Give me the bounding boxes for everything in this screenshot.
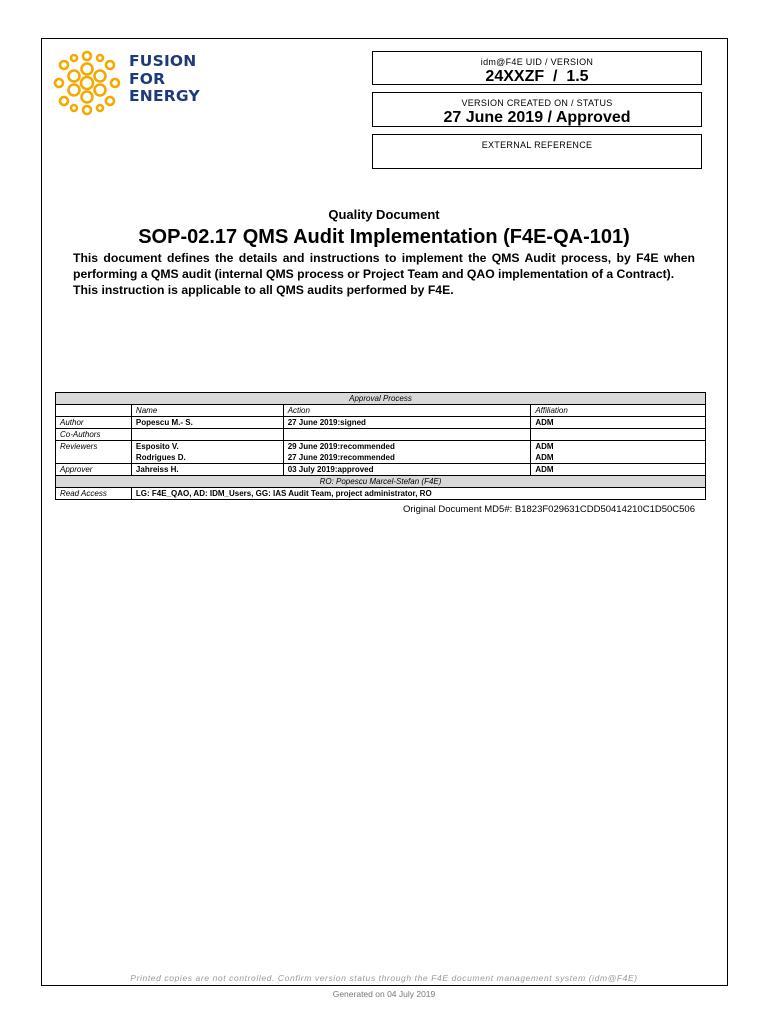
reviewer-action: 27 June 2019:recommended [283,452,531,464]
table-row [56,441,706,453]
generated-date: Generated on 04 July 2019 [332,989,436,999]
approver-affiliation: ADM [531,464,706,476]
reviewer-affiliation: ADM [531,441,706,453]
uncontrolled-copy-notice: Printed copies are not controlled. Confirm version status through the F4E document management system (idm@F4E) [130,973,638,983]
responsible-officer-row [56,476,706,488]
table-row [56,464,706,476]
column-header-affiliation: Affiliation [531,405,706,417]
version-status-label: VERSION CREATED ON / STATUS [461,98,613,108]
column-header-action: Action [283,405,531,417]
version-status-value: 27 June 2019 / Approved [443,109,631,126]
document-abstract [73,250,695,298]
uid-version-label: idm@F4E UID / VERSION [480,57,594,67]
reviewer-affiliation: ADM [531,452,706,464]
role-approver: Approver [56,464,132,476]
external-reference-label: EXTERNAL REFERENCE [481,140,593,150]
responsible-officer: RO: Popescu Marcel-Stefan (F4E) [56,476,706,488]
read-access-value: LG: F4E_QAO, AD: IDM_Users, GG: IAS Audit Team, project administrator, RO [131,488,705,500]
approver-name: Jahreiss H. [131,464,283,476]
read-access-row [56,488,706,500]
logo-line-for: FOR [129,69,166,88]
table-row [56,417,706,429]
fusion-for-energy-logo [52,50,202,112]
abstract-paragraph: This document defines the details and instructions to implement the QMS Audit process, by F4E when performing a QMS audit (internal QMS process or Project Team and QAO implementation of a Contract). [73,251,695,281]
author-action: 27 June 2019:signed [283,417,531,429]
approver-action: 03 July 2019:approved [283,464,531,476]
version-status-box [372,92,702,127]
logo-wordmark [129,53,200,106]
reviewer-name: Esposito V. [131,441,283,453]
abstract-applicability: This instruction is applicable to all QMS audits performed by F4E. [73,283,454,297]
sunflower-logo-icon [52,50,122,116]
role-author: Author [56,417,132,429]
external-reference-box [372,134,702,169]
document-title: SOP-02.17 QMS Audit Implementation (F4E-QA-101) [138,226,630,248]
original-document-md5: Original Document MD5#: B1823F029631CDD50414210C1D50C506 [402,504,695,515]
table-row [56,452,706,464]
approval-column-header-row [56,405,706,417]
reviewer-action: 29 June 2019:recommended [283,441,531,453]
approval-table [55,392,706,500]
reviewer-name: Rodrigues D. [131,452,283,464]
role-reviewers: Reviewers [56,441,132,453]
table-row [56,429,706,441]
approval-heading-row [56,393,706,405]
uid-version-box [372,51,702,85]
role-coauthors: Co-Authors [56,429,132,441]
column-header-name: Name [131,405,283,417]
approval-heading: Approval Process [56,393,706,405]
document-kind: Quality Document [328,207,440,222]
logo-line-energy: ENERGY [129,87,200,105]
uid-version-value: 24XXZF / 1.5 [485,68,589,85]
author-affiliation: ADM [531,417,706,429]
logo-line-fusion: FUSION [129,52,197,70]
read-access-label: Read Access [56,488,132,500]
author-name: Popescu M.- S. [131,417,283,429]
